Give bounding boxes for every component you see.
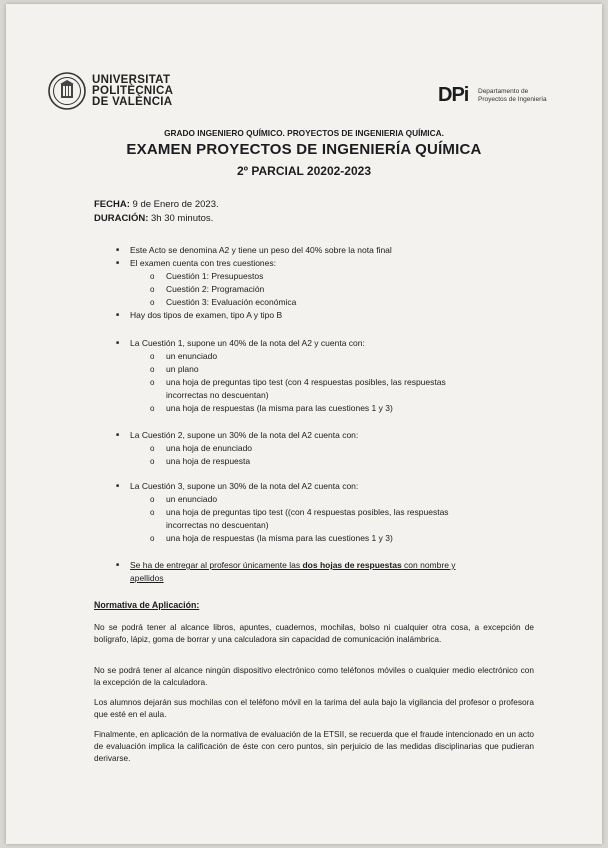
normativa-paragraph-2: No se podrá tener al alcance ningún dispositivo electrónico como teléfonos móviles o cualquier medio electrónico con la excepción de la calculadora.	[94, 665, 534, 687]
list-subitem: o una hoja de enunciado	[116, 442, 536, 455]
list-subitem: o un enunciado	[116, 350, 536, 363]
question-2-list	[116, 429, 536, 468]
list-subitem: o Cuestión 2: Programación	[116, 283, 536, 296]
normativa-paragraph-3: Los alumnos dejarán sus mochilas con el teléfono móvil en la tarima del aula bajo la vigilancia del profesor o profesora que esté en el aula.	[94, 697, 534, 719]
exam-title: EXAMEN PROYECTOS DE INGENIERÍA QUÍMICA	[126, 141, 482, 158]
exam-duration: DURACIÓN: 3h 30 minutos.	[94, 213, 214, 224]
general-list	[116, 244, 536, 322]
list-subitem: o un enunciado	[116, 493, 536, 506]
delivery-instruction: ■ Se ha de entregar al profesor únicamente las dos hojas de respuestas con nombre y	[116, 559, 536, 572]
header	[48, 72, 568, 116]
list-subitem: o Cuestión 3: Evaluación económica	[116, 296, 536, 309]
list-subitem: o una hoja de preguntas tipo test (con 4 respuestas posibles, las respuestas	[116, 376, 536, 389]
university-name: UNIVERSITAT POLITÈCNICA DE VALÈNCIA	[92, 74, 174, 108]
normativa-heading: Normativa de Aplicación:	[94, 600, 200, 610]
delivery-note	[116, 559, 536, 585]
list-subitem-continued: incorrectas no descuentan)	[166, 520, 269, 530]
list-item: ■ Este Acto se denomina A2 y tiene un peso del 40% sobre la nota final	[116, 244, 536, 257]
exam-date: FECHA: 9 de Enero de 2023.	[94, 199, 219, 210]
list-subitem: o Cuestión 1: Presupuestos	[116, 270, 536, 283]
list-item: ■ El examen cuenta con tres cuestiones:	[116, 257, 536, 270]
degree-heading: GRADO INGENIERO QUÍMICO. PROYECTOS DE INGENIERIA QUÍMICA.	[164, 128, 444, 138]
list-subitem-continued: incorrectas no descuentan)	[166, 390, 269, 400]
list-item: ■ La Cuestión 1, supone un 40% de la nota del A2 y cuenta con:	[116, 337, 536, 350]
exam-sheet	[6, 4, 602, 844]
department-name: Departamento de Proyectos de Ingeniería	[478, 88, 547, 103]
list-subitem: o un plano	[116, 363, 536, 376]
question-3-list	[116, 480, 536, 545]
list-subitem: o una hoja de preguntas tipo test ((con 4 respuestas posibles, las respuestas	[116, 506, 536, 519]
list-subitem: o una hoja de respuestas (la misma para las cuestiones 1 y 3)	[116, 532, 536, 545]
list-subitem: o una hoja de respuestas (la misma para las cuestiones 1 y 3)	[116, 402, 536, 415]
list-item: ■ Hay dos tipos de examen, tipo A y tipo B	[116, 309, 536, 322]
list-item: ■ La Cuestión 2, supone un 30% de la nota del A2 cuenta con:	[116, 429, 536, 442]
list-item: ■ La Cuestión 3, supone un 30% de la nota del A2 cuenta con:	[116, 480, 536, 493]
question-1-list	[116, 337, 536, 415]
list-subitem: o una hoja de respuesta	[116, 455, 536, 468]
upv-seal-icon	[48, 72, 86, 110]
dpi-logo-mark: DPi	[438, 84, 469, 106]
exam-subtitle: 2º PARCIAL 20202-2023	[236, 164, 371, 178]
normativa-paragraph-1: No se podrá tener al alcance libros, apuntes, cuadernos, mochilas, bolso ni cualquier otra cosa, a excepción de bolígrafo, lápiz, goma de borrar y una calculadora sin capacidad de comunicación inalámbrica.	[94, 622, 534, 644]
delivery-instruction-continued: apellidos	[130, 573, 164, 583]
department-logo	[438, 84, 568, 114]
normativa-paragraph-4: Finalmente, en aplicación de la normativa de evaluación de la ETSII, se recuerda que el fraude intencionado en un acto de evaluación implica la calificación de éste con cero puntos, sin perjuicio de las medidas disciplinarias que pudieran derivarse.	[94, 729, 534, 763]
